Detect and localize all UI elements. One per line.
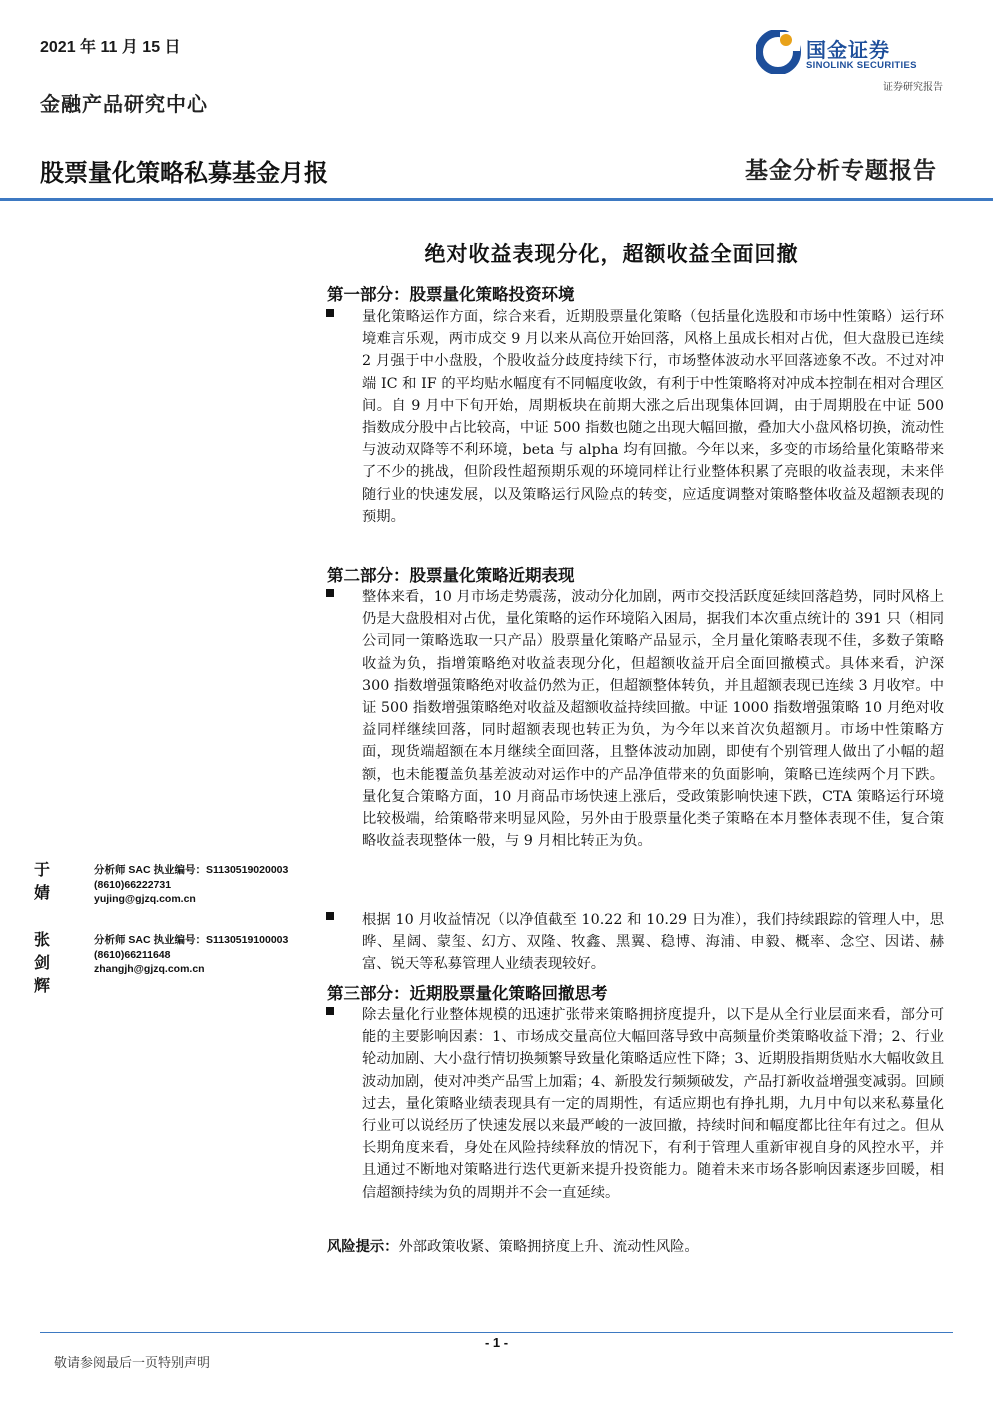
section-2-paragraph-2: [326, 909, 944, 976]
section-1-paragraph: [326, 306, 944, 528]
logo-text-cn: 国金证券: [806, 40, 890, 62]
report-date: 2021 年 11 月 15 日: [40, 39, 181, 56]
analyst-phone: (8610)66211648: [94, 949, 171, 961]
analyst-email[interactable]: zhangjh@gjzq.com.cn: [94, 963, 205, 975]
footer-disclaimer: 敬请参阅最后一页特别声明: [54, 1356, 211, 1371]
risk-warning: [327, 1236, 699, 1256]
analyst-name: 张剑辉: [34, 930, 55, 995]
bullet-icon: [326, 912, 334, 920]
paragraph-text: 除去量化行业整体规模的迅速扩张带来策略拥挤度提升，以下是从全行业层面来看，部分可能的主要影响因素：1、市场成交量高位大幅回落导致中高频量价类策略收益下滑；2、行业轮动加剧、大小盘行情切换频繁导致量化策略适应性下降；3、近期股指期货贴水大幅收敛且波动加剧，使对冲类产品雪上加霜；4、新股发行频频破发，产品打新收益增强变减弱。回顾过去，量化策略业绩表现具有一定的周期性，有适应期也有挣扎期，九月中旬以来私募量化行业可以说经历了快速发展以来最严峻的一波回撤，持续时间和幅度都比往年有过之。但从长期角度来看，身处在风险持续释放的情况下，有利于管理人重新审视自身的风控水平，并且通过不断地对策略进行迭代更新来提升投资能力。随着未来市场各影响因素逐步回暖，相信超额持续为负的周期并不会一直延续。: [362, 1007, 944, 1201]
research-center: 金融产品研究中心: [40, 92, 208, 116]
analyst-phone: (8610)66222731: [94, 879, 172, 891]
report-title: 股票量化策略私募基金月报: [40, 160, 328, 187]
header-divider: [0, 198, 993, 201]
analyst-name: 于 婧: [34, 860, 75, 902]
sinolink-logo-icon: [756, 30, 804, 74]
paragraph-text: 量化策略运作方面，综合来看，近期股票量化策略（包括量化选股和市场中性策略）运行环境难言乐观，两市成交 9 月以来从高位开始回落，风格上虽成长相对占优，但大盘股已连续 2 月强于中小盘股，个股收益分歧度持续下行，市场整体波动水平回落迹象不改。不过对冲端 IC 和 IF 的平均贴水幅度有不同幅度收敛，有利于中性策略将对冲成本控制在相对合理区间。自 9 月中下旬开始，周期板块在前期大涨之后出现集体回调，由于周期股在中证 500 指数成分股中占比较高，中证 500 指数也随之出现大幅回撤，叠加大小盘风格切换，流动性与波动双降等不利环境，beta 与 alpha 均有回撤。今年以来，多变的市场给量化策略带来了不少的挑战，但阶段性超预期乐观的环境同样让行业整体积累了亮眼的收益表现，未来伴随行业的快速发展，以及策略运行风险点的转变，应适度调整对策略整体收益及超额表现的预期。: [362, 309, 944, 525]
section-title-2: 第二部分：股票量化策略近期表现: [327, 566, 575, 585]
analyst-email[interactable]: yujing@gjzq.com.cn: [94, 893, 196, 905]
analyst-cert: 分析师 SAC 执业编号：S1130519020003: [94, 864, 289, 876]
bullet-icon: [326, 1007, 334, 1015]
bullet-icon: [326, 589, 334, 597]
section-2-paragraph-1: [326, 586, 944, 852]
section-title-1: 第一部分：股票量化策略投资环境: [327, 285, 575, 304]
paragraph-text: 整体来看，10 月市场走势震荡，波动分化加剧，两市交投活跃度延续回落趋势，同时风格上仍是大盘股相对占优，量化策略的运作环境陷入困局，据我们本次重点统计的 391 只（相同公司同一策略选取一只产品）股票量化策略产品显示，全月量化策略表现不佳，多数子策略收益为负，指增策略绝对收益表现分化，但超额收益开启全面回撤模式。具体来看，沪深 300 指数增强策略绝对收益仍然为正，但超额整体转负，并且超额表现已连续 3 月收窄。中证 500 指数增强策略绝对收益及超额收益持续回撤。中证 1000 指数增强策略 10 月绝对收益同样继续回落，同时超额表现也转正为负，为今年以来首次负超额月。市场中性策略方面，现货端超额在本月继续全面回落，且整体波动加剧，即使有个别管理人做出了小幅的超额，也未能覆盖负基差波动对运作中的产品净值带来的负面影响，策略已连续两个月下跌。量化复合策略方面，10 月商品市场快速上涨后，受政策影响快速下跌，CTA 策略运行环境比较极端，给策略带来明显风险，另外由于股票量化类子策略在本月整体表现不佳，复合策略收益表现整体一般，与 9 月相比转正为负。: [362, 589, 944, 850]
bullet-icon: [326, 309, 334, 317]
report-type: 基金分析专题报告: [745, 157, 937, 184]
page-number: - 1 -: [484, 1335, 509, 1350]
section-title-3: 第三部分：近期股票量化策略回撤思考: [327, 984, 608, 1003]
footer-divider: [40, 1332, 953, 1333]
paragraph-text: 根据 10 月收益情况（以净值截至 10.22 和 10.29 日为准），我们持续跟踪的管理人中，思晔、星阔、蒙玺、幻方、双隆、牧鑫、黑翼、稳博、海浦、申毅、概率、念空、因诺、赫富、锐天等私募管理人业绩表现较好。: [362, 912, 944, 973]
risk-label: 风险提示：: [327, 1239, 399, 1255]
headline: 绝对收益表现分化，超额收益全面回撤: [424, 241, 799, 266]
report-tag: 证券研究报告: [883, 82, 943, 93]
risk-text: 外部政策收紧、策略拥挤度上升、流动性风险。: [398, 1239, 699, 1255]
analyst-cert: 分析师 SAC 执业编号：S1130519100003: [94, 934, 289, 946]
logo-text-en: SINOLINK SECURITIES: [806, 60, 917, 71]
section-3-paragraph: [326, 1004, 944, 1204]
